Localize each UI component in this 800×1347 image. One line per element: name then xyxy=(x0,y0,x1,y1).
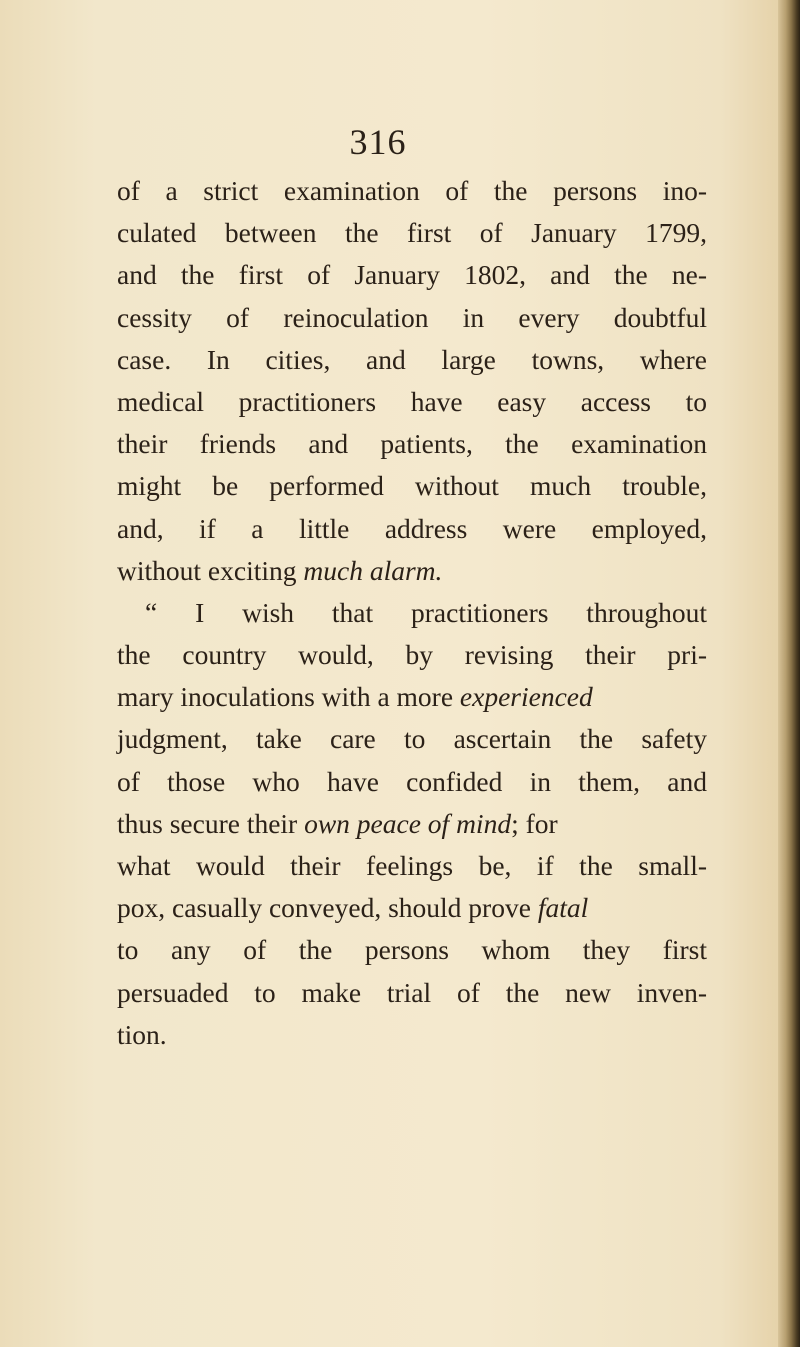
page-number: 316 xyxy=(349,122,407,162)
text-line: judgment, take care to ascertain the safety xyxy=(117,723,707,755)
italic-text: experienced xyxy=(459,681,593,713)
text-line: might be performed without much trouble, xyxy=(117,470,707,502)
text-line: persuaded to make trial of the new inven- xyxy=(117,976,707,1008)
text-line: of those who have confided in them, and xyxy=(117,765,707,797)
text-line: what would their feelings be, if the small- xyxy=(117,850,707,881)
text-line: cessity of reinoculation in every doubtful xyxy=(117,301,707,333)
text-line: “ I wish that practitioners throughout xyxy=(145,596,707,628)
text-line: case. In cities, and large towns, where xyxy=(117,343,707,375)
book-edge-shadow xyxy=(778,0,800,1347)
text-line: culated between the first of January 1799, xyxy=(117,217,707,249)
text-line: medical practitioners have easy access to xyxy=(117,385,707,417)
text-line: of a strict examination of the persons ino- xyxy=(117,175,707,206)
italic-text: fatal xyxy=(537,892,589,924)
italic-text: much alarm. xyxy=(303,554,443,586)
italic-text: own peace of mind xyxy=(304,807,512,839)
body-text xyxy=(117,170,707,1056)
text-line: and, if a little address were employed, xyxy=(117,512,707,544)
text-line: to any of the persons whom they first xyxy=(117,934,707,966)
text-line: the country would, by revising their pri- xyxy=(117,639,707,671)
text-line: and the first of January 1802, and the ne- xyxy=(117,259,707,291)
text-line: pox, casually conveyed, should prove fatal xyxy=(117,892,589,924)
text-line: mary inoculations with a more experienced xyxy=(117,681,593,713)
text-line: their friends and patients, the examination xyxy=(117,428,707,460)
text-line: tion. xyxy=(117,1018,167,1050)
text-line: thus secure their own peace of mind; for xyxy=(117,807,558,839)
text-line: without exciting much alarm. xyxy=(117,554,443,586)
